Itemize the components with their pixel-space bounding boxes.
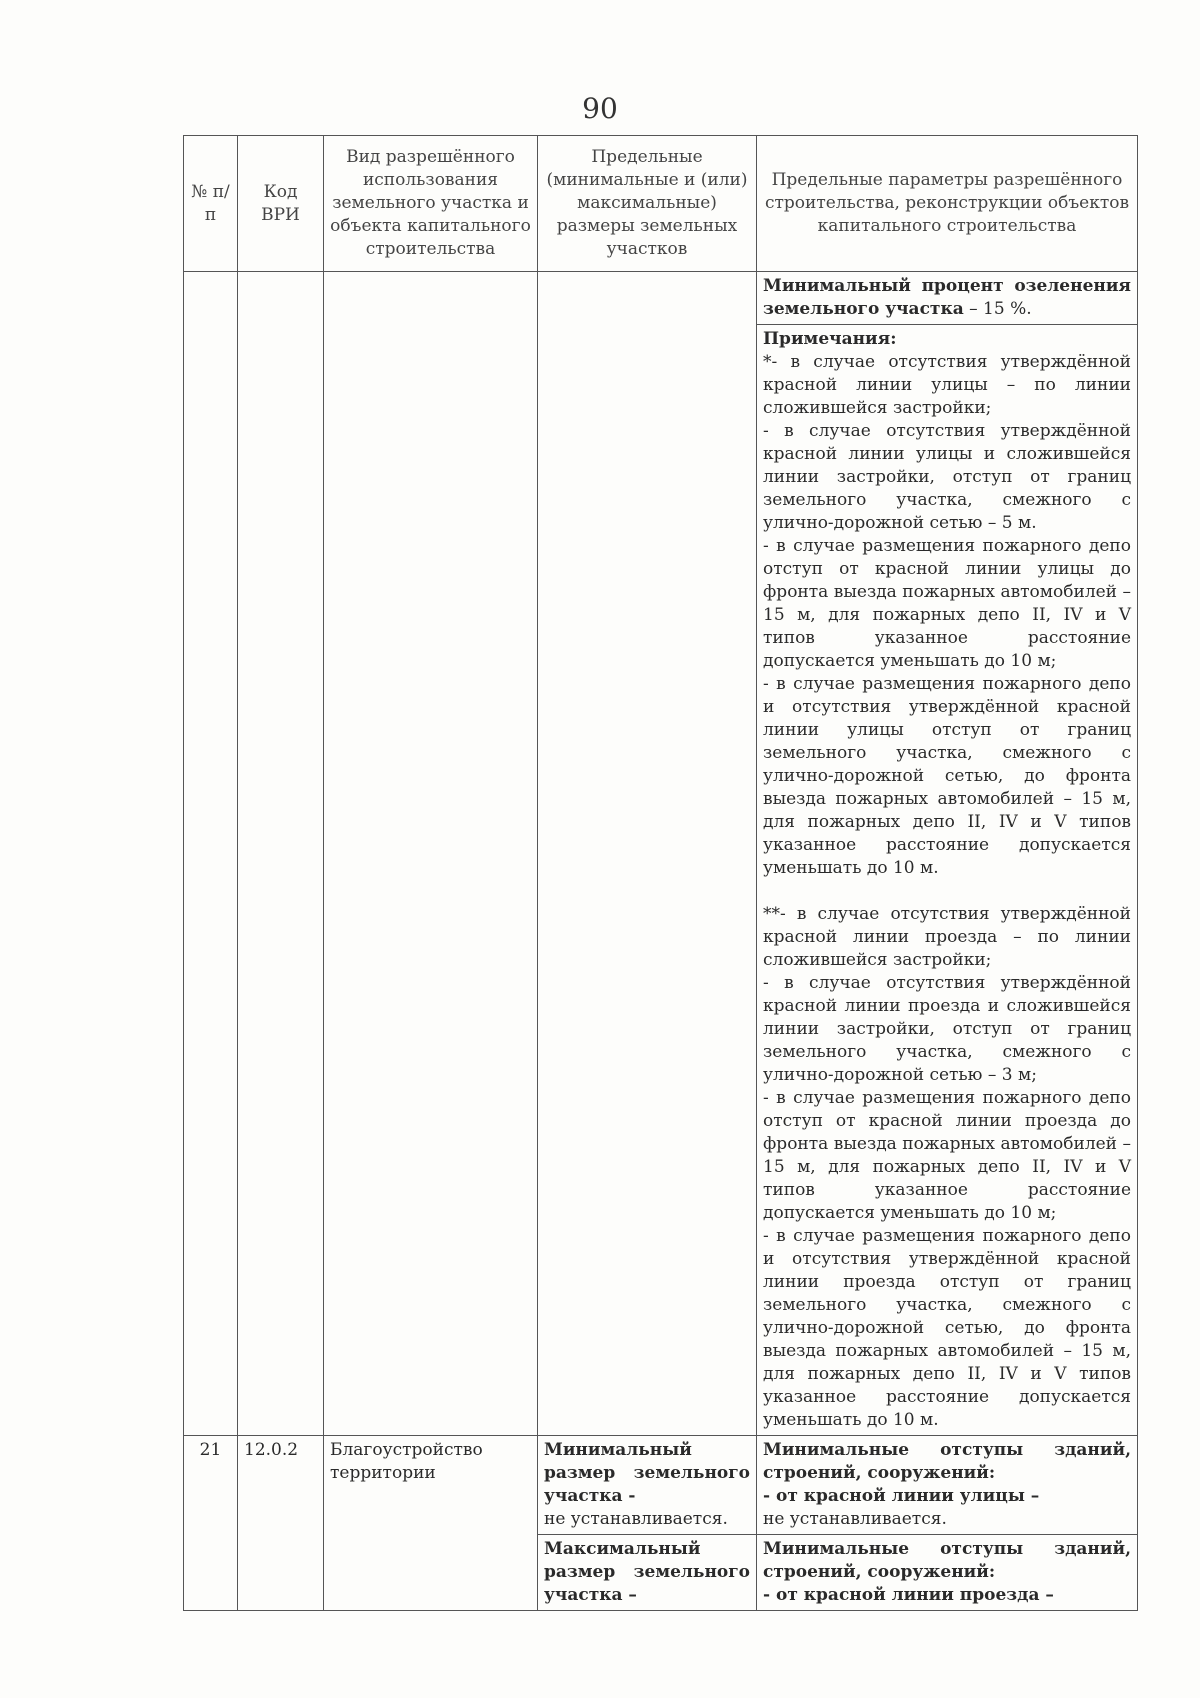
header-build-params: Предельные параметры разрешённого строительства, реконструкции объектов капитального строительства	[757, 136, 1138, 272]
header-use-type: Вид разрешённого использования земельного участка и объекта капитального строительства	[324, 136, 538, 272]
header-code: Код ВРИ	[238, 136, 324, 272]
row21-max-size: Максимальный размер земельного участка –	[538, 1535, 757, 1611]
cell-code	[238, 272, 324, 1436]
row21-setback-drive	[757, 1535, 1138, 1611]
row21-use-type: Благоустройство территории	[324, 1436, 538, 1611]
min-size-value: не устанавливается.	[544, 1509, 728, 1529]
cell-plot-sizes	[538, 272, 757, 1436]
page-number: 90	[582, 92, 618, 125]
note-paragraph: - в случае отсутствия утверждённой красной линии улицы и сложившейся линии застройки, отступ от границ земельного участка, смежного с улично-дорожной сетью – 5 м.	[763, 421, 1131, 533]
row21-code: 12.0.2	[238, 1436, 324, 1611]
cell-use-type	[324, 272, 538, 1436]
green-label: Минимальный процент озеленения земельного участка	[763, 276, 1131, 319]
header-plot-sizes: Предельные (минимальные и (или) максимальные) размеры земельных участков	[538, 136, 757, 272]
notes-title: Примечания:	[763, 329, 897, 349]
row21-min-size	[538, 1436, 757, 1535]
note-paragraph: - в случае размещения пожарного депо и отсутствия утверждённой красной линии проезда отступ от границ земельного участка, смежного с улично-дорожной сетью, до фронта выезда пожарных автомобилей – 15 м, для пожарных депо II, IV и V типов указанное расстояние допускается уменьшать до 10 м.	[763, 1226, 1131, 1430]
note-paragraph: - в случае размещения пожарного депо и отсутствия утверждённой красной линии улицы отступ от границ земельного участка, смежного с улично-дорожной сетью, до фронта выезда пожарных автомобилей – 15 м, для пожарных депо II, IV и V типов указанное расстояние допускается уменьшать до 10 м.	[763, 674, 1131, 878]
note-paragraph: - в случае размещения пожарного депо отступ от красной линии проезда до фронта выезда пожарных автомобилей – 15 м, для пожарных депо II, IV и V типов указанное расстояние допускается уменьшать до 10 м;	[763, 1088, 1131, 1223]
table-row	[184, 272, 1138, 325]
header-number: № п/п	[184, 136, 238, 272]
cell-green-percent	[757, 272, 1138, 325]
setback-value: не устанавливается.	[763, 1509, 947, 1529]
setback-item: - от красной линии проезда –	[763, 1585, 1054, 1605]
cell-number	[184, 272, 238, 1436]
cell-notes	[757, 325, 1138, 1436]
note-paragraph: **- в случае отсутствия утверждённой красной линии проезда – по линии сложившейся застройки;	[763, 904, 1131, 970]
row21-number: 21	[184, 1436, 238, 1611]
regulations-table	[183, 135, 1138, 1611]
table-row	[184, 1436, 1138, 1535]
setback-label: Минимальные отступы зданий, строений, сооружений:	[763, 1539, 1131, 1582]
note-paragraph: - в случае размещения пожарного депо отступ от красной линии улицы до фронта выезда пожарных автомобилей – 15 м, для пожарных депо II, IV и V типов указанное расстояние допускается уменьшать до 10 м;	[763, 536, 1131, 671]
note-paragraph: *- в случае отсутствия утверждённой красной линии улицы – по линии сложившейся застройки;	[763, 352, 1131, 418]
row21-setback-street	[757, 1436, 1138, 1535]
min-size-label: Минимальный размер земельного участка -	[544, 1440, 750, 1506]
green-value: – 15 %.	[963, 299, 1032, 319]
setback-label: Минимальные отступы зданий, строений, сооружений:	[763, 1440, 1131, 1483]
header-row	[184, 136, 1138, 272]
setback-item: - от красной линии улицы –	[763, 1486, 1040, 1506]
note-paragraph: - в случае отсутствия утверждённой красной линии проезда и сложившейся линии застройки, отступ от границ земельного участка, смежного с улично-дорожной сетью – 3 м;	[763, 973, 1131, 1085]
